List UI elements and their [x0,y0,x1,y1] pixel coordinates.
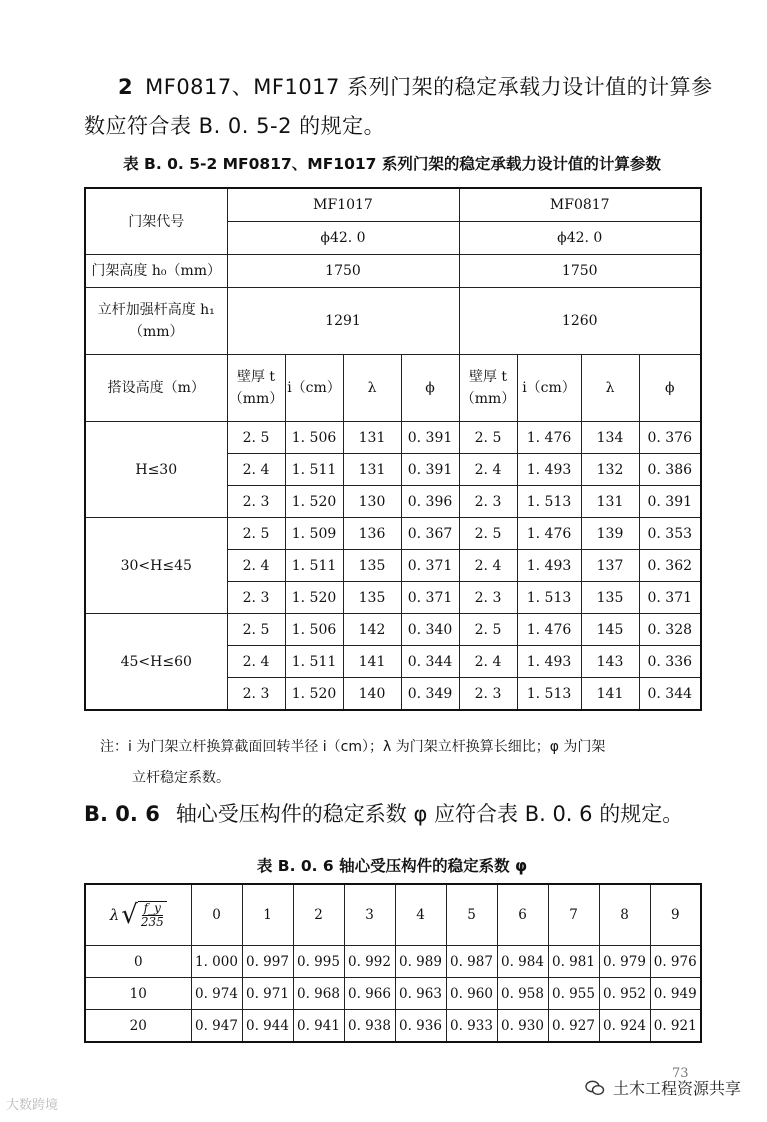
table-cell: 0. 344 [401,646,459,678]
table-cell: 0. 949 [650,978,701,1010]
table-cell: 0. 958 [497,978,548,1010]
table-cell: 1. 476 [517,614,581,646]
table-cell: 2. 4 [459,454,517,486]
height-range-label: 30<H≤45 [85,518,227,614]
table-cell: 1. 476 [517,422,581,454]
intro-number: 2 [118,75,134,99]
col-header: ϕ [639,355,701,422]
col-header: 壁厚 t（mm） [459,355,517,422]
table-cell: 1. 513 [517,486,581,518]
code-mf0817: MF0817 [459,188,701,222]
table-cell: 0. 971 [242,978,293,1010]
table-cell: 130 [343,486,401,518]
intro-paragraph [84,68,714,146]
table-cell: 131 [343,422,401,454]
table-cell: 0. 989 [395,946,446,978]
table-cell: 0. 391 [401,454,459,486]
table-cell: 1. 476 [517,518,581,550]
table-cell: 2. 4 [227,454,285,486]
table-cell: 0. 979 [599,946,650,978]
table-cell: 0. 981 [548,946,599,978]
table-cell: 136 [343,518,401,550]
table-cell: 1. 000 [191,946,242,978]
table-row [85,978,701,1010]
table-cell: 0. 938 [344,1010,395,1043]
table-row [85,422,701,454]
table-cell: 0. 349 [401,678,459,711]
table-row [85,1010,701,1043]
row-label: 10 [85,978,191,1010]
lambda-symbol: λ [109,906,120,924]
table-cell: 2. 3 [459,486,517,518]
table-cell: 142 [343,614,401,646]
table-cell: 0. 362 [639,550,701,582]
col-header: i（cm） [285,355,343,422]
table-cell: 0. 336 [639,646,701,678]
table1-caption: 表 B. 0. 5-2 MF0817、MF1017 系列门架的稳定承载力设计值的计算参数 [123,155,661,173]
stiff-mf1017: 1291 [227,288,459,355]
table-cell: 1. 520 [285,486,343,518]
table-cell: 141 [581,678,639,711]
section-text: 轴心受压构件的稳定系数 φ 应符合表 B. 0. 6 的规定。 [175,802,684,826]
table-cell: 0. 984 [497,946,548,978]
table-cell: 2. 3 [227,678,285,711]
table-cell: 1. 493 [517,550,581,582]
table-cell: 0. 968 [293,978,344,1010]
table-cell: 1. 520 [285,582,343,614]
table-row [85,614,701,646]
table-cell: 1. 511 [285,646,343,678]
table-cell: 0. 396 [401,486,459,518]
table-cell: 0. 391 [639,486,701,518]
height-mf0817: 1750 [459,255,701,288]
height-label: 门架高度 h₀（mm） [85,255,227,288]
height-mf1017: 1750 [227,255,459,288]
height-range-label: H≤30 [85,422,227,518]
table-row [85,518,701,550]
table-cell: 0. 960 [446,978,497,1010]
table-cell: 1. 493 [517,646,581,678]
table-cell: 2. 3 [227,486,285,518]
watermark-left: 大数跨境 [6,1098,59,1113]
col-header: λ [343,355,401,422]
table-cell: 0. 933 [446,1010,497,1043]
erect-height-label: 搭设高度（m） [85,355,227,422]
table-cell: 0. 963 [395,978,446,1010]
table-cell: 0. 974 [191,978,242,1010]
table-cell: 0. 344 [639,678,701,711]
table-cell: 0. 371 [639,582,701,614]
stability-coefficient-table [84,883,702,1043]
table-cell: 2. 5 [227,614,285,646]
table-cell: 0. 927 [548,1010,599,1043]
stiff-label: 立杆加强杆高度 h₁（mm） [85,288,227,355]
col-header: 壁厚 t（mm） [227,355,285,422]
table-cell: 0. 391 [401,422,459,454]
table-cell: 0. 976 [650,946,701,978]
table-cell: 2. 4 [227,646,285,678]
col-header: 0 [191,884,242,946]
table-cell: 0. 995 [293,946,344,978]
table-cell: 0. 386 [639,454,701,486]
table-cell: 139 [581,518,639,550]
table-cell: 0. 340 [401,614,459,646]
note-line: 注：i 为门架立杆换算截面回转半径 i（cm）；λ 为门架立杆换算长细比；φ 为门架 [100,739,606,755]
frame-stability-table [84,187,702,711]
col-header: i（cm） [517,355,581,422]
table-cell: 0. 924 [599,1010,650,1043]
table-note [100,732,700,794]
table-cell: 0. 371 [401,550,459,582]
diameter-mf1017: ϕ42. 0 [227,222,459,255]
row-label: 0 [85,946,191,978]
table-cell: 0. 987 [446,946,497,978]
slenderness-header: λ √ $\frac{f\_y}{235}$ [85,884,191,946]
note-line: 立杆稳定系数。 [132,770,230,786]
col-header: ϕ [401,355,459,422]
table-cell: 2. 3 [227,582,285,614]
table-cell: 134 [581,422,639,454]
table-cell: 145 [581,614,639,646]
diameter-mf0817: ϕ42. 0 [459,222,701,255]
watermark-right-text: 土木工程资源共享 [612,1079,741,1098]
table-cell: 0. 328 [639,614,701,646]
table-cell: 2. 3 [459,582,517,614]
table-cell: 137 [581,550,639,582]
table-cell: 0. 992 [344,946,395,978]
table-cell: 1. 513 [517,678,581,711]
col-header: 8 [599,884,650,946]
intro-text: MF0817、MF1017 系列门架的稳定承载力设计值的计算参数应符合表 B. 0. 5-2 的规定。 [84,75,713,138]
col-header: 2 [293,884,344,946]
table-cell: 0. 947 [191,1010,242,1043]
table-cell: 2. 4 [459,550,517,582]
table-cell: 0. 353 [639,518,701,550]
table2-caption: 表 B. 0. 6 轴心受压构件的稳定系数 φ [256,857,528,875]
table-cell: 0. 997 [242,946,293,978]
table-cell: 132 [581,454,639,486]
table-cell: 2. 5 [459,614,517,646]
wechat-icon [585,1080,605,1096]
frac-numerator: f_y [143,901,161,915]
table-cell: 141 [343,646,401,678]
watermark-right [585,1076,741,1099]
table-cell: 0. 944 [242,1010,293,1043]
table-cell: 0. 376 [639,422,701,454]
table-cell: 2. 5 [227,518,285,550]
table-cell: 1. 509 [285,518,343,550]
table-cell: 1. 513 [517,582,581,614]
table-cell: 2. 3 [459,678,517,711]
table-cell: 1. 506 [285,614,343,646]
table-cell: 1. 506 [285,422,343,454]
page-number: 73 [672,1066,689,1081]
table-cell: 135 [343,550,401,582]
table-cell: 2. 5 [459,518,517,550]
table-cell: 0. 941 [293,1010,344,1043]
col-header: 4 [395,884,446,946]
col-header: 9 [650,884,701,946]
col-header: 7 [548,884,599,946]
table-cell: 2. 4 [227,550,285,582]
height-range-label: 45<H≤60 [85,614,227,711]
table-cell: 143 [581,646,639,678]
section-b06 [84,798,683,828]
table-cell: 0. 936 [395,1010,446,1043]
table-cell: 0. 966 [344,978,395,1010]
table-cell: 0. 371 [401,582,459,614]
stiff-mf0817: 1260 [459,288,701,355]
table-cell: 140 [343,678,401,711]
code-label: 门架代号 [85,188,227,255]
col-header: 1 [242,884,293,946]
frac-denominator: 235 [140,915,164,929]
table-cell: 0. 921 [650,1010,701,1043]
col-header: 3 [344,884,395,946]
table-cell: 135 [581,582,639,614]
table-cell: 135 [343,582,401,614]
col-header: 6 [497,884,548,946]
table-cell: 1. 520 [285,678,343,711]
table-cell: 0. 367 [401,518,459,550]
table-cell: 1. 493 [517,454,581,486]
row-label: 20 [85,1010,191,1043]
table-cell: 0. 955 [548,978,599,1010]
table-cell: 1. 511 [285,454,343,486]
col-header: λ [581,355,639,422]
section-number: B. 0. 6 [84,802,160,826]
table-cell: 2. 5 [227,422,285,454]
table-cell: 1. 511 [285,550,343,582]
table-row [85,946,701,978]
table-cell: 2. 4 [459,646,517,678]
col-header: 5 [446,884,497,946]
table-cell: 131 [343,454,401,486]
table-cell: 0. 930 [497,1010,548,1043]
table-cell: 0. 952 [599,978,650,1010]
table-cell: 131 [581,486,639,518]
code-mf1017: MF1017 [227,188,459,222]
table-cell: 2. 5 [459,422,517,454]
